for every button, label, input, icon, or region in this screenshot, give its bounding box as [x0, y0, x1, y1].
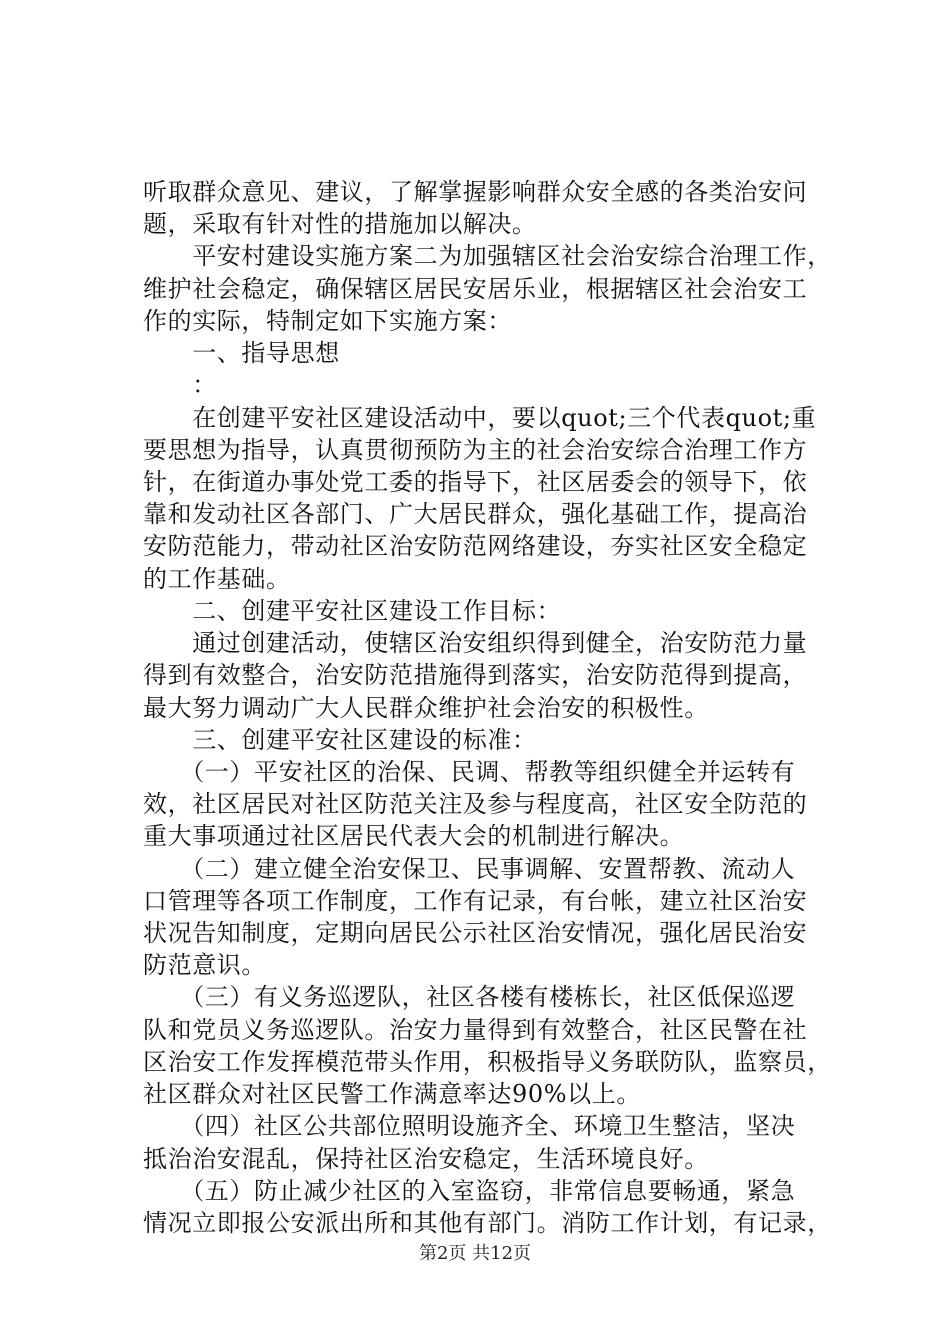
text-line: 针，在街道办事处党工委的指导下，社区居委会的领导下，依	[143, 468, 808, 496]
section-heading: 二、创建平安社区建设工作目标：	[143, 597, 562, 625]
text-line: 通过创建活动，使辖区治安组织得到健全，治安防范力量	[143, 629, 808, 657]
section-heading: 三、创建平安社区建设的标准：	[143, 726, 537, 754]
text-line: 最大努力调动广大人民群众维护社会治安的积极性。	[143, 694, 709, 722]
text-line: 平安村建设实施方案二为加强辖区社会治安综合治理工作，	[143, 242, 832, 270]
text-line: 队和党员义务巡逻队。治安力量得到有效整合，社区民警在社	[143, 1016, 808, 1044]
text-line: （五）防止减少社区的入室盗窃，非常信息要畅通，紧急	[143, 1177, 796, 1205]
text-line: 听取群众意见、建议，了解掌握影响群众安全感的各类治安问	[143, 178, 808, 206]
text-line: 在创建平安社区建设活动中，要以quot;三个代表quot;重	[143, 404, 817, 432]
text-line: 抵治治安混乱，保持社区治安稳定，生活环境良好。	[143, 1145, 709, 1173]
text-line: （一）平安社区的治保、民调、帮教等组织健全并运转有	[143, 758, 796, 786]
text-line: 防范意识。	[143, 951, 266, 979]
text-line: 维护社会稳定，确保辖区居民安居乐业，根据辖区社会治安工	[143, 275, 808, 303]
text-line: 题，采取有针对性的措施加以解决。	[143, 210, 537, 238]
section-heading: 一、指导思想	[143, 339, 340, 367]
text-line: 社区群众对社区民警工作满意率达90%以上。	[143, 1080, 641, 1108]
text-line: 区治安工作发挥模范带头作用，积极指导义务联防队，监察员，	[143, 1048, 832, 1076]
text-line: 状况告知制度，定期向居民公示社区治安情况，强化居民治安	[143, 919, 808, 947]
text-line: （四）社区公共部位照明设施齐全、环境卫生整洁，坚决	[143, 1112, 796, 1140]
text-line: 的工作基础。	[143, 565, 291, 593]
text-line: 得到有效整合，治安防范措施得到落实，治安防范得到提高，	[143, 661, 808, 689]
text-line: 要思想为指导，认真贯彻预防为主的社会治安综合治理工作方	[143, 436, 808, 464]
text-line: 作的实际，特制定如下实施方案：	[143, 307, 512, 335]
page-footer: 第2页 共12页	[418, 1243, 532, 1264]
text-line: （二）建立健全治安保卫、民事调解、安置帮教、流动人	[143, 855, 796, 883]
text-line: 情况立即报公安派出所和其他有部门。消防工作计划，有记录，	[143, 1209, 832, 1237]
text-line: 靠和发动社区各部门、广大居民群众，强化基础工作，提高治	[143, 500, 808, 528]
text-line: 安防范能力，带动社区治安防范网络建设，夯实社区安全稳定	[143, 532, 808, 560]
text-line: 重大事项通过社区居民代表大会的机制进行解决。	[143, 822, 685, 850]
text-line: 效，社区居民对社区防范关注及参与程度高，社区安全防范的	[143, 790, 808, 818]
text-line: ：	[143, 371, 217, 399]
text-line: （三）有义务巡逻队，社区各楼有楼栋长，社区低保巡逻	[143, 983, 796, 1011]
text-line: 口管理等各项工作制度，工作有记录，有台帐，建立社区治安	[143, 887, 808, 915]
